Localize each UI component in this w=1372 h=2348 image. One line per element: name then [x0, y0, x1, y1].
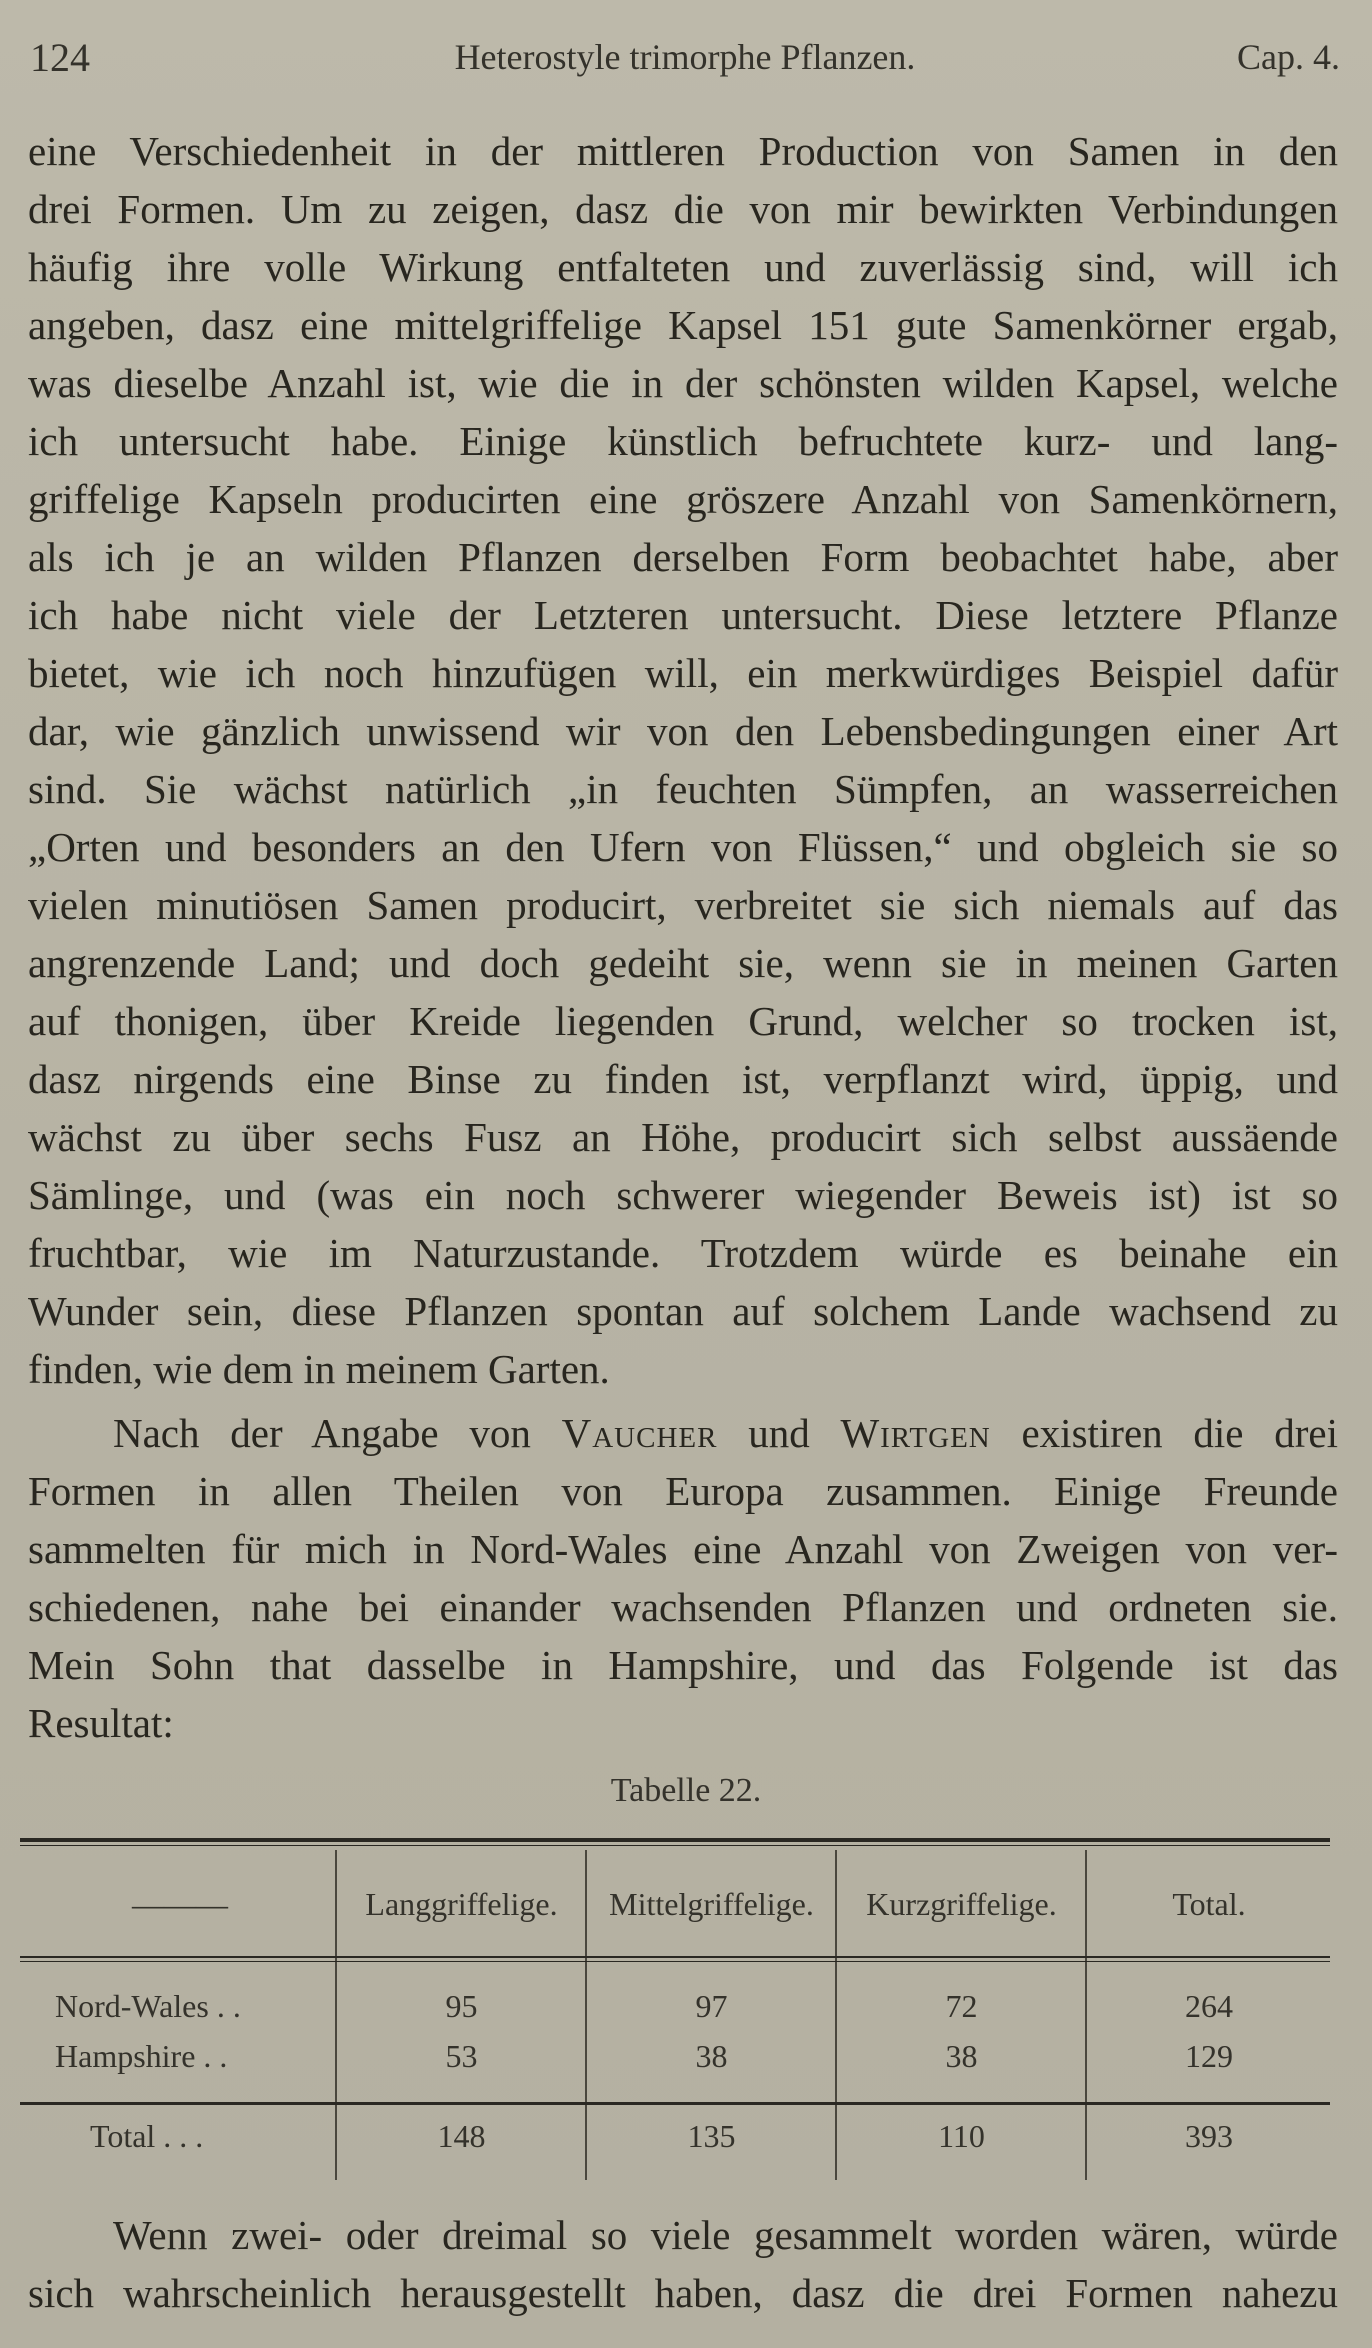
text-line: fruchtbar, wie im Naturzustande. Trotzdem würde es beinahe ein [28, 1230, 1338, 1276]
column-divider [585, 1850, 587, 2180]
text-line: was dieselbe Anzahl ist, wie die in der schönsten wilden Kapsel, welche [28, 360, 1338, 406]
text-line: sammelten für mich in Nord-Wales eine Anzahl von Zweigen von ver- [28, 1526, 1338, 1572]
text-line: schiedenen, nahe bei einander wachsenden Pflanzen und ordneten sie. [28, 1584, 1338, 1630]
data-table [20, 1838, 1330, 2178]
text-line: griffelige Kapseln producirten eine gröszere Anzahl von Samenkörnern, [28, 476, 1338, 522]
text-line: Wenn zwei- oder dreimal so viele gesammelt worden wären, würde [113, 2212, 1338, 2258]
text-line: wächst zu über sechs Fusz an Höhe, producirt sich selbst aussäende [28, 1114, 1338, 1160]
column-header: Mittelgriffelige. [609, 1886, 814, 1922]
column-divider [335, 1850, 337, 2180]
table-cell: 95 [445, 1988, 478, 2024]
paragraph-1 [28, 122, 1338, 1398]
text-line: sind. Sie wächst natürlich „in feuchten Sümpfen, an wasserreichen [28, 766, 1338, 812]
table-cell: 97 [695, 1988, 728, 2024]
column-header: Total. [1172, 1886, 1246, 1922]
column-divider [1085, 1850, 1087, 2180]
page-number: 124 [30, 35, 90, 80]
text-line: angrenzende Land; und doch gedeiht sie, wenn sie in meinen Garten [28, 940, 1338, 986]
chapter-label: Cap. 4. [1237, 37, 1340, 77]
column-header: Kurzgriffelige. [866, 1886, 1057, 1922]
text-line: eine Verschiedenheit in der mittleren Production von Samen in den [28, 128, 1338, 174]
table-cell: 72 [945, 1988, 978, 2024]
author-name: Vaucher [561, 1410, 718, 1456]
table-top-rule-thin [20, 1845, 1330, 1846]
table-cell: 264 [1185, 1988, 1233, 2024]
running-header [30, 34, 1340, 84]
text-line: sich wahrscheinlich herausgestellt haben, dasz die drei Formen nahezu [28, 2270, 1338, 2316]
total-cell: 135 [687, 2118, 736, 2154]
row-label: Nord-Wales . . [55, 1988, 241, 2024]
total-cell: 148 [437, 2118, 486, 2154]
total-cell: 393 [1185, 2118, 1233, 2154]
text-fragment: und [717, 1410, 841, 1456]
text-line: Sämlinge, und (was ein noch schwerer wiegender Beweis ist) ist so [28, 1172, 1338, 1218]
table-cell: 53 [445, 2038, 478, 2074]
text-line: Wunder sein, diese Pflanzen spontan auf solchem Lande wachsend zu [28, 1288, 1338, 1334]
text-line: auf thonigen, über Kreide liegenden Grund, welcher so trocken ist, [28, 998, 1338, 1044]
text-line: als ich je an wilden Pflanzen derselben Form beobachtet habe, aber [28, 534, 1338, 580]
text-line: ich habe nicht viele der Letzteren untersucht. Diese letztere Pflanze [28, 592, 1338, 638]
column-divider [835, 1850, 837, 2180]
text-line: Formen in allen Theilen von Europa zusammen. Einige Freunde [28, 1468, 1338, 1514]
total-cell: 110 [938, 2118, 985, 2154]
running-title: Heterostyle trimorphe Pflanzen. [454, 37, 916, 77]
text-line [28, 1404, 1338, 1462]
text-line: Mein Sohn that dasselbe in Hampshire, und das Folgende ist das [28, 1642, 1338, 1688]
text-line: bietet, wie ich noch hinzufügen will, ein merkwürdiges Beispiel dafür [28, 650, 1338, 696]
text-line: dasz nirgends eine Binse zu finden ist, verpflanzt wird, üppig, und [28, 1056, 1338, 1102]
text-fragment: existiren die drei [990, 1410, 1338, 1456]
paragraph-3 [28, 2206, 1338, 2322]
text-line: drei Formen. Um zu zeigen, dasz die von mir bewirkten Verbindungen [28, 186, 1338, 232]
text-line: vielen minutiösen Samen producirt, verbreitet sie sich niemals auf das [28, 882, 1338, 928]
column-header: Langgriffelige. [365, 1886, 558, 1922]
header-rule-thin [20, 1961, 1330, 1962]
text-line: Resultat: [28, 1700, 174, 1746]
text-fragment: Nach der Angabe von [113, 1410, 562, 1456]
table-cell: 129 [1185, 2038, 1233, 2074]
table-cell: 38 [945, 2038, 978, 2074]
text-line: angeben, dasz eine mittelgriffelige Kapsel 151 gute Samenkörner ergab, [28, 302, 1338, 348]
paragraph-2 [28, 1404, 1338, 1752]
table-top-rule [20, 1838, 1330, 1842]
text-line: dar, wie gänzlich unwissend wir von den Lebensbedingungen einer Art [28, 708, 1338, 754]
author-name: Wirtgen [840, 1410, 991, 1456]
total-label: Total . . . [90, 2118, 204, 2154]
text-line: finden, wie dem in meinem Garten. [28, 1346, 610, 1392]
header-rule [20, 1956, 1330, 1958]
table-cell: 38 [695, 2038, 728, 2074]
text-line: häufig ihre volle Wirkung entfalteten und zuverlässig sind, will ich [28, 244, 1338, 290]
text-line: „Orten und besonders an den Ufern von Flüssen,“ und obgleich sie so [28, 824, 1338, 870]
total-rule [20, 2102, 1330, 2105]
row-label: Hampshire . . [55, 2038, 228, 2074]
corner-cell: ——— [132, 1886, 228, 1922]
text-line: ich untersucht habe. Einige künstlich befruchtete kurz- und lang- [28, 418, 1338, 464]
table-caption: Tabelle 22. [610, 1772, 762, 1809]
